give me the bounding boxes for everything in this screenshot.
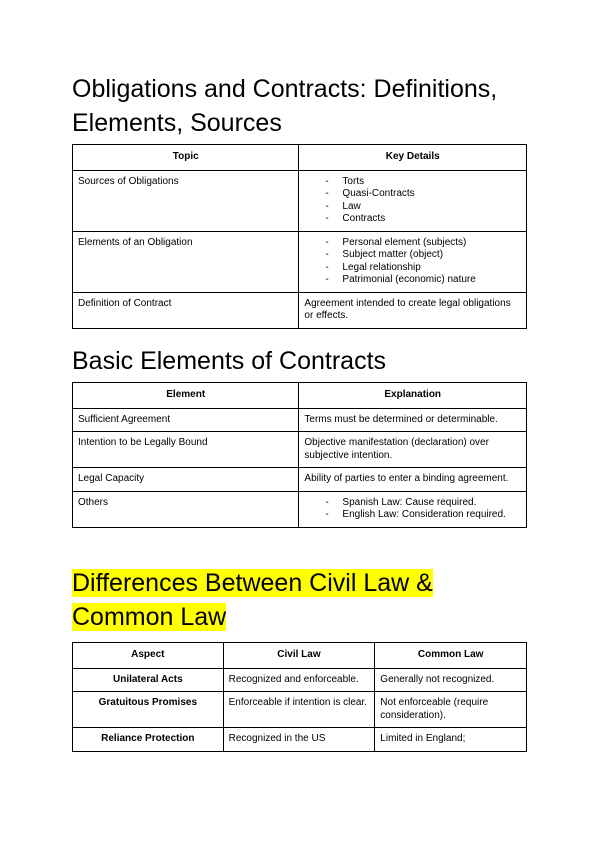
table-cell bbox=[299, 170, 527, 231]
table-cell: Recognized and enforceable. bbox=[223, 668, 375, 692]
table-cell: Agreement intended to create legal obligations or effects. bbox=[299, 292, 527, 328]
table-cell: Definition of Contract bbox=[73, 292, 299, 328]
bullet-list bbox=[304, 497, 521, 522]
list-item: - English Law: Consideration required. bbox=[342, 509, 521, 522]
table-row bbox=[73, 231, 527, 292]
table-cell: Sufficient Agreement bbox=[73, 408, 299, 432]
list-item: - Quasi-Contracts bbox=[342, 188, 521, 201]
column-header: Key Details bbox=[299, 145, 527, 171]
list-item: - Spanish Law: Cause required. bbox=[342, 497, 521, 510]
list-item: - Torts bbox=[342, 176, 521, 189]
column-header: Explanation bbox=[299, 383, 527, 409]
obligations-table bbox=[72, 144, 527, 329]
list-item: - Personal element (subjects) bbox=[342, 237, 521, 250]
table-cell: Sources of Obligations bbox=[73, 170, 299, 231]
column-header: Aspect bbox=[73, 643, 224, 669]
table-row bbox=[73, 728, 527, 752]
bullet-list bbox=[304, 237, 521, 287]
table-header-row bbox=[73, 643, 527, 669]
table-cell: Enforceable if intention is clear. bbox=[223, 692, 375, 728]
table-row bbox=[73, 468, 527, 492]
table-cell: Reliance Protection bbox=[73, 728, 224, 752]
table-cell: Recognized in the US bbox=[223, 728, 375, 752]
table-cell: Limited in England; bbox=[375, 728, 527, 752]
table-cell bbox=[299, 491, 527, 527]
table-cell: Legal Capacity bbox=[73, 468, 299, 492]
column-header: Common Law bbox=[375, 643, 527, 669]
highlighted-text: Differences Between Civil Law & bbox=[72, 569, 433, 597]
column-header: Civil Law bbox=[223, 643, 375, 669]
table-cell: Not enforceable (require consideration). bbox=[375, 692, 527, 728]
list-item: - Legal relationship bbox=[342, 262, 521, 275]
table-row bbox=[73, 491, 527, 527]
section-title-differences bbox=[72, 566, 532, 634]
table-row bbox=[73, 292, 527, 328]
list-item: - Subject matter (object) bbox=[342, 249, 521, 262]
column-header: Element bbox=[73, 383, 299, 409]
list-item: - Law bbox=[342, 201, 521, 214]
section-title-basic-elements: Basic Elements of Contracts bbox=[72, 347, 387, 375]
table-row bbox=[73, 668, 527, 692]
section-title-obligations: Obligations and Contracts: Definitions, Elements, Sources bbox=[72, 75, 498, 137]
table-cell: Elements of an Obligation bbox=[73, 231, 299, 292]
basic-elements-table bbox=[72, 382, 527, 528]
table-row bbox=[73, 170, 527, 231]
list-item: - Contracts bbox=[342, 213, 521, 226]
table-cell: Objective manifestation (declaration) over subjective intention. bbox=[299, 432, 527, 468]
list-item: - Patrimonial (economic) nature bbox=[342, 274, 521, 287]
bullet-list bbox=[304, 176, 521, 226]
table-cell: Unilateral Acts bbox=[73, 668, 224, 692]
table-cell bbox=[299, 231, 527, 292]
differences-table bbox=[72, 642, 527, 752]
table-cell: Others bbox=[73, 491, 299, 527]
column-header: Topic bbox=[73, 145, 299, 171]
table-cell: Ability of parties to enter a binding agreement. bbox=[299, 468, 527, 492]
highlighted-text: Common Law bbox=[72, 603, 227, 631]
table-cell: Generally not recognized. bbox=[375, 668, 527, 692]
table-row bbox=[73, 432, 527, 468]
table-cell: Gratuitous Promises bbox=[73, 692, 224, 728]
table-cell: Terms must be determined or determinable. bbox=[299, 408, 527, 432]
table-header-row bbox=[73, 145, 527, 171]
table-row bbox=[73, 692, 527, 728]
table-row bbox=[73, 408, 527, 432]
table-header-row bbox=[73, 383, 527, 409]
table-cell: Intention to be Legally Bound bbox=[73, 432, 299, 468]
